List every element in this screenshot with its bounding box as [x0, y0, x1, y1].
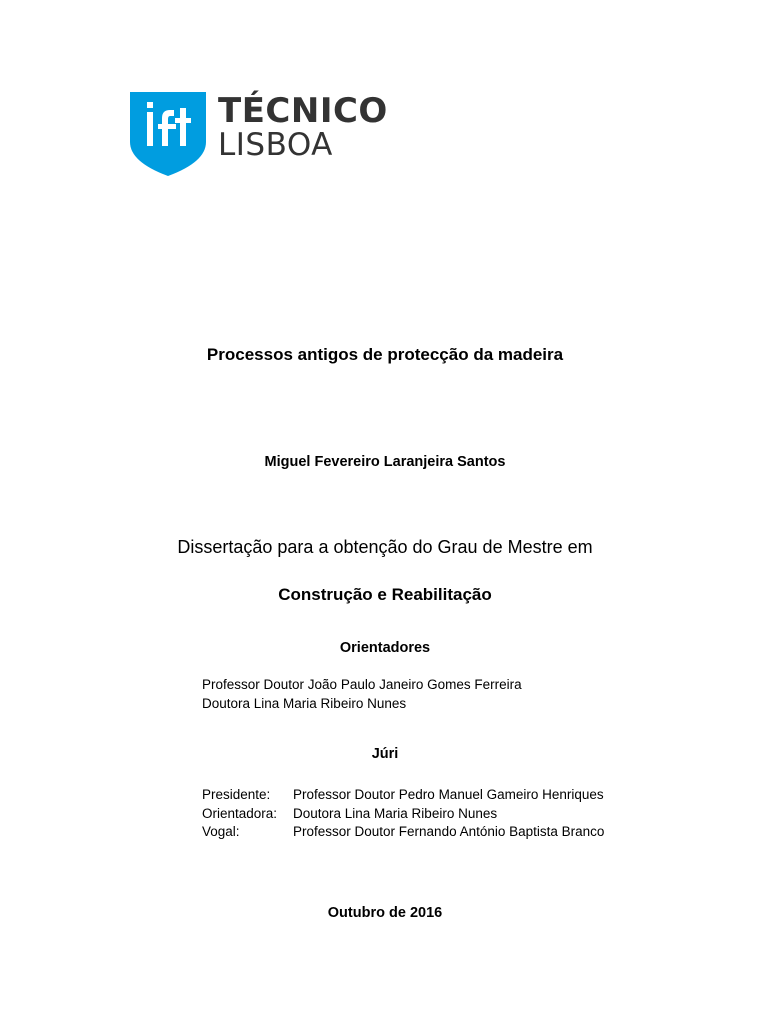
supervisor-name: Doutora Lina Maria Ribeiro Nunes: [202, 695, 407, 711]
jury-member-name: Professor Doutor Fernando António Baptista Branco: [293, 824, 605, 839]
logo-wordmark: [218, 91, 388, 163]
degree-intro: Dissertação para a obtenção do Grau de Mestre em: [177, 537, 593, 557]
supervisors-list: [202, 676, 522, 713]
logo-line1: TÉCNICO: [218, 91, 388, 131]
logo-line2: LISBOA: [218, 127, 333, 163]
jury-member-name: Professor Doutor Pedro Manuel Gameiro Henriques: [293, 787, 604, 802]
degree-name: Construção e Reabilitação: [278, 585, 492, 604]
jury-row: [202, 786, 604, 805]
jury-row: [202, 805, 604, 824]
thesis-title: Processos antigos de protecção da madeira: [206, 345, 564, 364]
jury-role: Vogal:: [202, 824, 240, 839]
author-name: Miguel Fevereiro Laranjeira Santos: [264, 454, 506, 470]
jury-table: [202, 786, 604, 842]
ist-shield-icon: [130, 92, 206, 176]
jury-role: Orientadora:: [202, 805, 278, 821]
submission-date: Outubro de 2016: [327, 905, 443, 921]
supervisor-name: Professor Doutor João Paulo Janeiro Gomes Ferreira: [202, 677, 522, 692]
supervisors-heading: Orientadores: [339, 640, 431, 656]
jury-member-name: Doutora Lina Maria Ribeiro Nunes: [293, 805, 498, 821]
ist-logo: [130, 91, 388, 182]
jury-row: [202, 823, 604, 842]
jury-role: Presidente:: [202, 787, 271, 802]
jury-heading: Júri: [371, 746, 399, 762]
